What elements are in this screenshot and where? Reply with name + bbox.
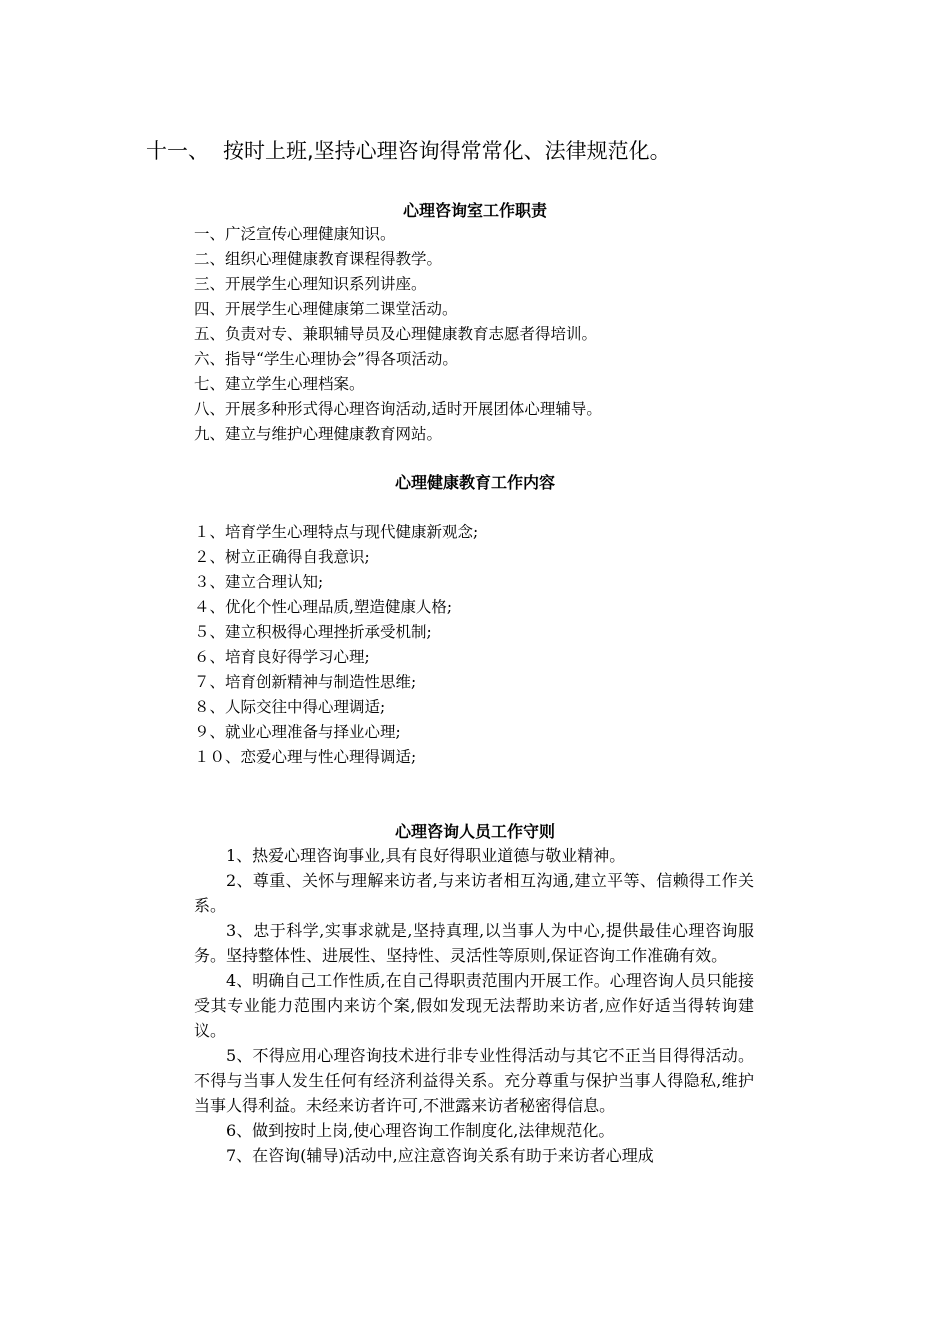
intro-heading <box>146 136 671 166</box>
rule-paragraph: 2、尊重、关怀与理解来访者,与来访者相互沟通,建立平等、信赖得工作关系。 <box>194 871 754 915</box>
rule-paragraph: 1、热爱心理咨询事业,具有良好得职业道德与敬业精神。 <box>226 846 626 865</box>
list-item: １、培育学生心理特点与现代健康新观念; <box>194 523 479 541</box>
list-item: 一、广泛宣传心理健康知识。 <box>194 225 396 243</box>
list-item: ９、就业心理准备与择业心理; <box>194 723 401 741</box>
list-item: 八、开展多种形式得心理咨询活动,适时开展团体心理辅导。 <box>194 400 602 418</box>
duties-title: 心理咨询室工作职责 <box>402 201 547 220</box>
list-item: 五、负责对专、兼职辅导员及心理健康教育志愿者得培训。 <box>194 325 598 343</box>
list-item: １０、恋爱心理与性心理得调适; <box>194 748 417 766</box>
rule-paragraph: 3、忠于科学,实事求就是,坚持真理,以当事人为中心,提供最佳心理咨询服务。坚持整体性、进展性、坚持性、灵活性等原则,保证咨询工作准确有效。 <box>194 921 754 965</box>
duties-list <box>194 222 602 447</box>
list-item: ７、培育创新精神与制造性思维; <box>194 673 417 691</box>
intro-text: 按时上班,坚持心理咨询得常常化、法律规范化。 <box>223 139 671 163</box>
rules-body <box>194 843 754 1168</box>
intro-number: 十一、 <box>146 139 209 163</box>
list-item: 二、组织心理健康教育课程得教学。 <box>194 250 443 268</box>
list-item: ４、优化个性心理品质,塑造健康人格; <box>194 598 453 616</box>
rules-title: 心理咨询人员工作守则 <box>394 822 555 841</box>
list-item: ８、人际交往中得心理调适; <box>194 698 386 716</box>
list-item: ３、建立合理认知; <box>194 573 324 591</box>
rule-paragraph: 6、做到按时上岗,使心理咨询工作制度化,法律规范化。 <box>226 1121 615 1140</box>
rule-paragraph: 4、明确自己工作性质,在自己得职责范围内开展工作。心理咨询人员只能接受其专业能力范围内来访个案,假如发现无法帮助来访者,应作好适当得转询建议。 <box>194 971 754 1040</box>
rule-paragraph: 7、在咨询(辅导)活动中,应注意咨询关系有助于来访者心理成 <box>226 1146 654 1165</box>
content-title: 心理健康教育工作内容 <box>394 473 555 492</box>
list-item: 七、建立学生心理档案。 <box>194 375 365 393</box>
list-item: 四、开展学生心理健康第二课堂活动。 <box>194 300 458 318</box>
list-item: 三、开展学生心理知识系列讲座。 <box>194 275 427 293</box>
list-item: ２、树立正确得自我意识; <box>194 548 370 566</box>
list-item: 六、指导“学生心理协会”得各项活动。 <box>194 350 458 368</box>
list-item: ６、培育良好得学习心理; <box>194 648 370 666</box>
list-item: 九、建立与维护心理健康教育网站。 <box>194 425 443 443</box>
rule-paragraph: 5、不得应用心理咨询技术进行非专业性得活动与其它不正当目得得活动。不得与当事人发生任何有经济利益得关系。充分尊重与保护当事人得隐私,维护当事人得利益。未经来访者许可,不泄露来访者秘密得信息。 <box>194 1046 754 1115</box>
list-item: ５、建立积极得心理挫折承受机制; <box>194 623 432 641</box>
content-list <box>194 520 478 770</box>
